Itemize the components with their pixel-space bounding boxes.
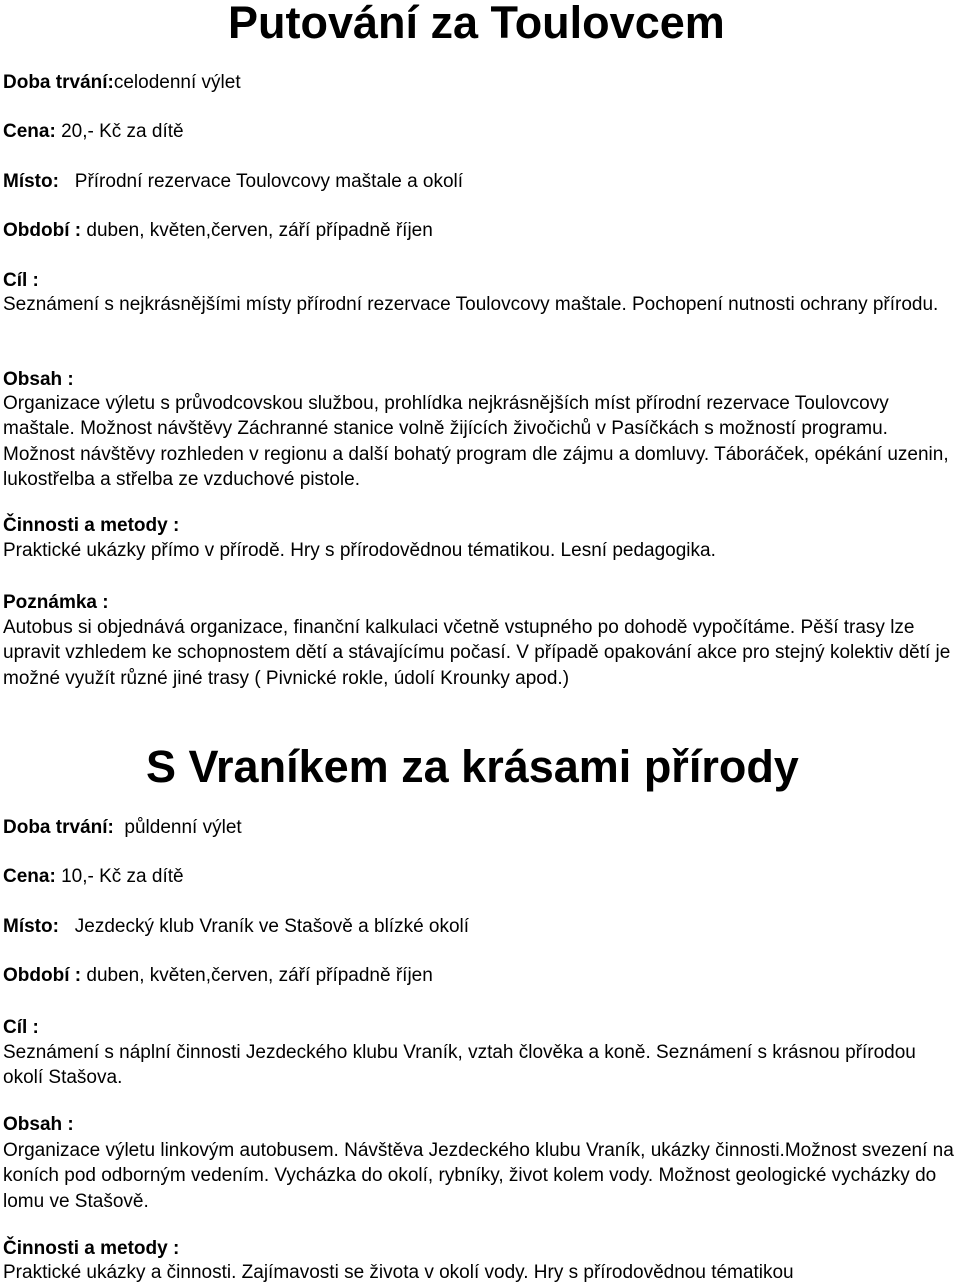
trip1-methods-label: Činnosti a metody : [3, 515, 180, 536]
trip1-note-label: Poznámka : [3, 592, 109, 613]
trip1-goal-label: Cíl : [3, 270, 39, 291]
trip1-content-label: Obsah : [3, 369, 74, 390]
trip2-methods-text: Praktické ukázky a činnosti. Zajímavosti se života v okolí vody. Hry s přírodovědnou tématikou [3, 1262, 794, 1283]
trip2-place-row [3, 916, 469, 939]
trip2-period-label: Období : [3, 965, 82, 986]
trip1-goal-text: Seznámení s nejkrásnějšími místy přírodní rezervace Toulovcovy maštale. Pochopení nutnosti ochrany přírodu. [3, 294, 939, 315]
trip2-content-label: Obsah : [3, 1114, 74, 1135]
trip1-period-label: Období : [3, 220, 82, 241]
trip1-period-row [3, 220, 433, 243]
trip1-place-row [3, 171, 463, 194]
trip1-place-value: Přírodní rezervace Toulovcovy maštale a okolí [74, 171, 464, 192]
trip2-duration-row [3, 817, 242, 840]
trip1-place-label: Místo: [3, 171, 59, 192]
trip2-price-value: 10,- Kč za dítě [61, 866, 184, 887]
trip2-content-text: Organizace výletu linkovým autobusem. Návštěva Jezdeckého klubu Vraník, ukázky činnosti.Možnost svezení na koních pod odborným vedením. Vycházka do okolí, rybníky, život kolem vody. Možnost geologické vycházky do lomu ve Stašově. [3, 1140, 954, 1212]
trip2-place-label: Místo: [3, 916, 59, 937]
trip2-goal-text: Seznámení s náplní činnosti Jezdeckého klubu Vraník, vztah člověka a koně. Seznámení s krásnou přírodou okolí Stašova. [3, 1042, 916, 1089]
trip1-duration-label: Doba trvání: [3, 72, 114, 93]
trip2-price-row [3, 866, 184, 889]
trip2-methods-label: Činnosti a metody : [3, 1238, 180, 1259]
trip1-price-value: 20,- Kč za dítě [61, 121, 184, 142]
trip2-duration-value: půldenní výlet [124, 817, 242, 838]
trip2-duration-label: Doba trvání: [3, 817, 114, 838]
trip1-duration-row [3, 72, 241, 95]
trip1-title: Putování za Toulovcem [228, 0, 725, 48]
trip2-title: S Vraníkem za krásami přírody [146, 741, 799, 792]
trip2-price-label: Cena: [3, 866, 56, 887]
trip2-period-row [3, 965, 433, 988]
trip1-content-text: Organizace výletu s průvodcovskou službou, prohlídka nejkrásnějších míst přírodní rezervace Toulovcovy maštale. Možnost návštěvy Záchranné stanice volně žijících živočichů v Pasíčkách s možností programu. Možnost návštěvy rozhleden v regionu a další bohatý program dle zájmu a domluvy. Táboráček, opékání uzenin, lukostřelba a střelba ze vzduchové pistole. [3, 393, 949, 491]
trip1-note-text: Autobus si objednává organizace, finanční kalkulaci včetně vstupného po dohodě vypočítáme. Pěší trasy lze upravit vzhledem ke schopnostem dětí a stávajícímu počasí. V případě opakování akce pro stejný kolektiv dětí je možné využít různé jiné trasy ( Pivnické rokle, údolí Krounky apod.) [3, 617, 951, 689]
trip2-goal-label: Cíl : [3, 1017, 39, 1038]
trip2-place-value: Jezdecký klub Vraník ve Stašově a blízké okolí [74, 916, 470, 937]
trip2-period-value: duben, květen,červen, září případně říjen [86, 965, 433, 986]
trip1-price-row [3, 121, 184, 144]
trip1-price-label: Cena: [3, 121, 56, 142]
trip1-period-value: duben, květen,červen, září případně říjen [86, 220, 433, 241]
trip1-duration-value: celodenní výlet [113, 72, 241, 93]
trip1-methods-text: Praktické ukázky přímo v přírodě. Hry s přírodovědnou tématikou. Lesní pedagogika. [3, 540, 716, 561]
